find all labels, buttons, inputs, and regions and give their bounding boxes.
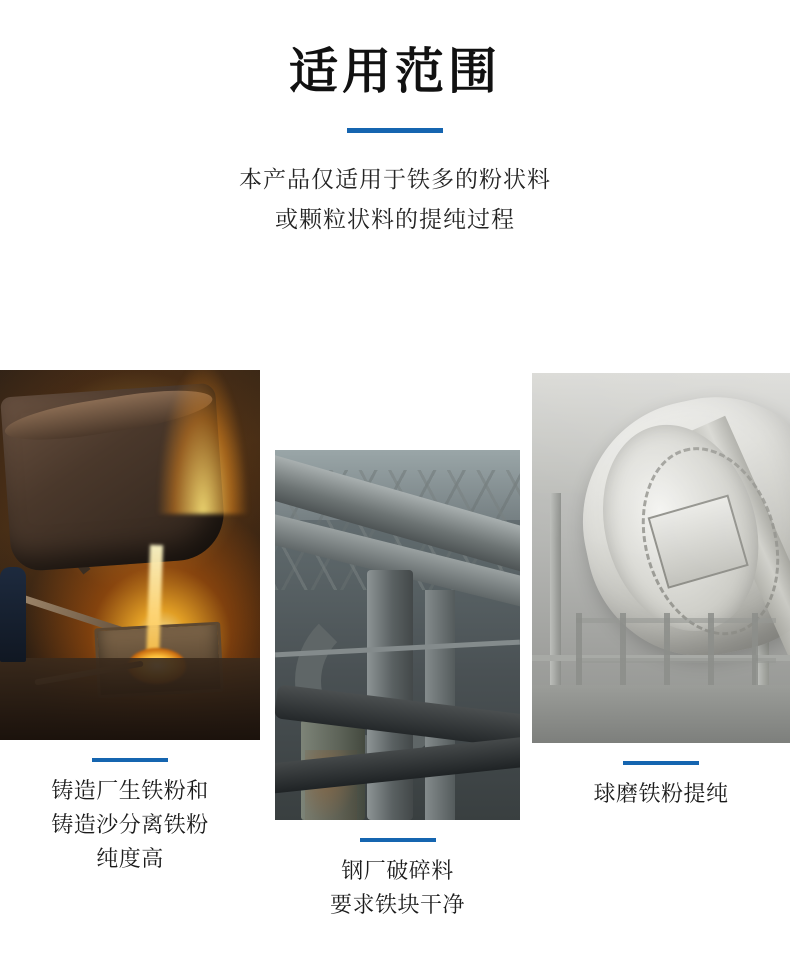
card-caption (275, 854, 520, 922)
use-case-card-ball-mill (532, 373, 790, 811)
caption-line-3: 纯度高 (96, 846, 164, 872)
steel-plant-piping-photo (275, 450, 520, 820)
mill-dust-haze (532, 373, 790, 743)
caption-rule (623, 761, 699, 765)
foundry-flame-glow (158, 370, 248, 514)
foundry-floor (0, 658, 260, 740)
caption-line-1: 铸造厂生铁粉和 (51, 778, 209, 803)
card-caption (0, 774, 260, 876)
page-title: 适用范围 (288, 45, 501, 99)
ball-mill-photo (532, 373, 790, 743)
caption-line-1: 钢厂破碎料 (341, 858, 454, 883)
caption-rule (92, 758, 168, 762)
title-underline-rule (347, 128, 443, 133)
use-case-card-foundry (0, 370, 260, 876)
caption-rule (360, 838, 436, 842)
caption-line-1: 球磨铁粉提纯 (593, 781, 729, 806)
card-caption (532, 777, 790, 811)
subtitle-line-1: 本产品仅适用于铁多的粉状料 (239, 165, 551, 192)
foundry-iron-pouring-photo (0, 370, 260, 740)
caption-line-2: 要求铁块干净 (329, 892, 465, 918)
caption-line-2: 铸造沙分离铁粉 (51, 812, 209, 838)
photo-collage (0, 370, 790, 970)
page-header (0, 0, 790, 239)
use-case-card-steel-plant (275, 450, 520, 922)
page-subtitle (0, 159, 790, 240)
foundry-worker (0, 567, 26, 662)
subtitle-line-2: 或颗粒状料的提纯过程 (275, 206, 515, 233)
